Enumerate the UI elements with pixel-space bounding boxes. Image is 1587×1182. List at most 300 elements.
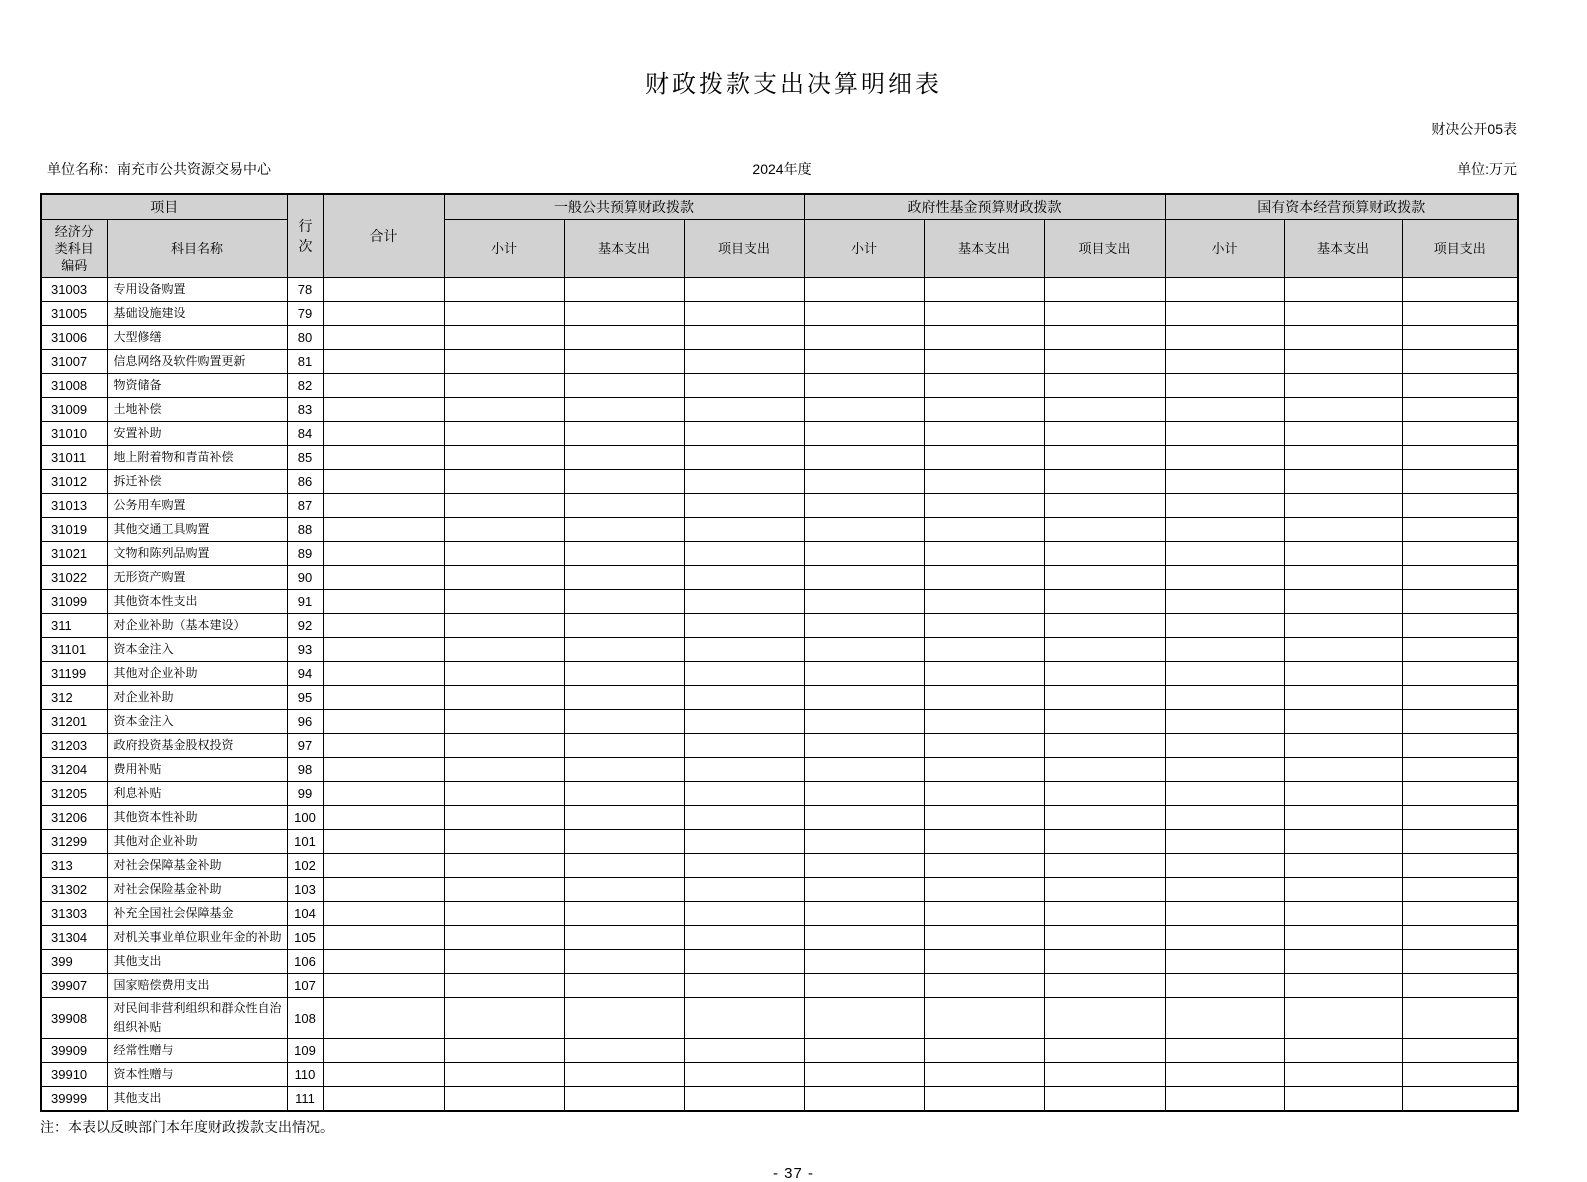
cell-value-empty xyxy=(323,542,444,566)
cell-value-empty xyxy=(564,710,684,734)
cell-value-empty xyxy=(1284,854,1402,878)
cell-line-no: 102 xyxy=(287,854,323,878)
cell-value-empty xyxy=(444,974,564,998)
cell-value-empty xyxy=(444,422,564,446)
cell-value-empty xyxy=(1284,1063,1402,1087)
cell-line-no: 87 xyxy=(287,494,323,518)
cell-economic-code: 31304 xyxy=(41,926,107,950)
cell-value-empty xyxy=(1044,902,1165,926)
cell-value-empty xyxy=(564,998,684,1039)
cell-value-empty xyxy=(684,926,804,950)
cell-subject-name: 其他支出 xyxy=(107,950,287,974)
cell-economic-code: 39908 xyxy=(41,998,107,1039)
cell-line-no: 79 xyxy=(287,302,323,326)
cell-value-empty xyxy=(564,1063,684,1087)
cell-value-empty xyxy=(564,638,684,662)
table-row xyxy=(41,710,1518,734)
cell-value-empty xyxy=(1284,278,1402,302)
cell-value-empty xyxy=(804,374,924,398)
cell-value-empty xyxy=(323,278,444,302)
cell-value-empty xyxy=(924,638,1044,662)
cell-value-empty xyxy=(804,758,924,782)
cell-value-empty xyxy=(1165,470,1284,494)
cell-line-no: 99 xyxy=(287,782,323,806)
cell-line-no: 86 xyxy=(287,470,323,494)
cell-value-empty xyxy=(323,302,444,326)
cell-value-empty xyxy=(1284,806,1402,830)
cell-value-empty xyxy=(924,374,1044,398)
cell-value-empty xyxy=(1165,878,1284,902)
page-title: 财政拨款支出决算明细表 xyxy=(645,72,942,98)
page-number: - 37 - xyxy=(772,1165,814,1182)
cell-value-empty xyxy=(804,302,924,326)
cell-value-empty xyxy=(804,326,924,350)
cell-value-empty xyxy=(1284,998,1402,1039)
cell-value-empty xyxy=(1044,614,1165,638)
cell-value-empty xyxy=(1044,806,1165,830)
cell-value-empty xyxy=(1402,878,1518,902)
cell-subject-name: 其他资本性支出 xyxy=(107,590,287,614)
cell-value-empty xyxy=(1165,734,1284,758)
cell-subject-name: 国家赔偿费用支出 xyxy=(107,974,287,998)
cell-value-empty xyxy=(1165,542,1284,566)
cell-value-empty xyxy=(1284,782,1402,806)
cell-value-empty xyxy=(1402,1039,1518,1063)
cell-value-empty xyxy=(1284,1039,1402,1063)
header-economic-code: 经济分类科目编码 xyxy=(41,220,107,278)
cell-value-empty xyxy=(1402,662,1518,686)
cell-value-empty xyxy=(924,326,1044,350)
cell-value-empty xyxy=(1044,398,1165,422)
cell-economic-code: 39910 xyxy=(41,1063,107,1087)
cell-value-empty xyxy=(1165,350,1284,374)
cell-value-empty xyxy=(444,398,564,422)
cell-value-empty xyxy=(1165,950,1284,974)
cell-value-empty xyxy=(924,302,1044,326)
cell-value-empty xyxy=(564,830,684,854)
cell-value-empty xyxy=(684,278,804,302)
cell-value-empty xyxy=(684,734,804,758)
cell-subject-name: 其他资本性补助 xyxy=(107,806,287,830)
cell-value-empty xyxy=(444,830,564,854)
table-row xyxy=(41,470,1518,494)
cell-value-empty xyxy=(804,422,924,446)
table-row xyxy=(41,494,1518,518)
cell-economic-code: 31299 xyxy=(41,830,107,854)
cell-value-empty xyxy=(564,974,684,998)
cell-value-empty xyxy=(323,518,444,542)
cell-line-no: 92 xyxy=(287,614,323,638)
cell-value-empty xyxy=(444,566,564,590)
cell-line-no: 97 xyxy=(287,734,323,758)
table-row xyxy=(41,734,1518,758)
cell-value-empty xyxy=(804,566,924,590)
cell-value-empty xyxy=(444,854,564,878)
cell-value-empty xyxy=(564,302,684,326)
cell-value-empty xyxy=(1044,302,1165,326)
cell-value-empty xyxy=(924,806,1044,830)
cell-value-empty xyxy=(1402,374,1518,398)
cell-value-empty xyxy=(684,398,804,422)
cell-line-no: 84 xyxy=(287,422,323,446)
cell-value-empty xyxy=(1165,614,1284,638)
cell-economic-code: 313 xyxy=(41,854,107,878)
cell-value-empty xyxy=(323,398,444,422)
fiscal-year-label: 2024年度 xyxy=(752,161,812,177)
cell-value-empty xyxy=(924,662,1044,686)
cell-line-no: 111 xyxy=(287,1087,323,1112)
cell-value-empty xyxy=(1044,566,1165,590)
cell-line-no: 109 xyxy=(287,1039,323,1063)
cell-line-no: 95 xyxy=(287,686,323,710)
cell-value-empty xyxy=(924,422,1044,446)
cell-value-empty xyxy=(684,758,804,782)
cell-value-empty xyxy=(1402,278,1518,302)
cell-value-empty xyxy=(323,566,444,590)
cell-value-empty xyxy=(1402,902,1518,926)
cell-value-empty xyxy=(924,494,1044,518)
cell-value-empty xyxy=(1402,398,1518,422)
cell-value-empty xyxy=(564,686,684,710)
cell-value-empty xyxy=(444,710,564,734)
cell-value-empty xyxy=(1402,326,1518,350)
cell-economic-code: 31008 xyxy=(41,374,107,398)
cell-value-empty xyxy=(1402,638,1518,662)
cell-line-no: 108 xyxy=(287,998,323,1039)
cell-value-empty xyxy=(1044,854,1165,878)
cell-value-empty xyxy=(1402,494,1518,518)
cell-value-empty xyxy=(1165,422,1284,446)
table-row xyxy=(41,902,1518,926)
cell-value-empty xyxy=(924,614,1044,638)
cell-value-empty xyxy=(1284,446,1402,470)
cell-value-empty xyxy=(323,854,444,878)
cell-subject-name: 资本金注入 xyxy=(107,710,287,734)
cell-value-empty xyxy=(1165,854,1284,878)
cell-value-empty xyxy=(1165,758,1284,782)
table-row xyxy=(41,542,1518,566)
cell-value-empty xyxy=(924,350,1044,374)
cell-value-empty xyxy=(1402,470,1518,494)
cell-value-empty xyxy=(1402,1063,1518,1087)
cell-value-empty xyxy=(444,542,564,566)
cell-value-empty xyxy=(1044,374,1165,398)
cell-value-empty xyxy=(1044,950,1165,974)
cell-economic-code: 31019 xyxy=(41,518,107,542)
cell-subject-name: 物资储备 xyxy=(107,374,287,398)
cell-value-empty xyxy=(684,686,804,710)
table-row xyxy=(41,950,1518,974)
cell-value-empty xyxy=(1165,446,1284,470)
cell-value-empty xyxy=(684,782,804,806)
cell-value-empty xyxy=(684,950,804,974)
cell-value-empty xyxy=(924,278,1044,302)
cell-value-empty xyxy=(1284,326,1402,350)
cell-value-empty xyxy=(924,542,1044,566)
cell-value-empty xyxy=(564,470,684,494)
cell-value-empty xyxy=(323,926,444,950)
cell-subject-name: 大型修缮 xyxy=(107,326,287,350)
cell-economic-code: 31204 xyxy=(41,758,107,782)
header-project-expenditure: 项目支出 xyxy=(684,220,804,278)
cell-value-empty xyxy=(1165,926,1284,950)
cell-value-empty xyxy=(1044,350,1165,374)
table-row xyxy=(41,398,1518,422)
cell-economic-code: 311 xyxy=(41,614,107,638)
cell-value-empty xyxy=(444,302,564,326)
cell-value-empty xyxy=(323,494,444,518)
cell-value-empty xyxy=(564,398,684,422)
cell-value-empty xyxy=(804,686,924,710)
cell-value-empty xyxy=(564,614,684,638)
cell-subject-name: 土地补偿 xyxy=(107,398,287,422)
cell-value-empty xyxy=(684,566,804,590)
cell-value-empty xyxy=(804,854,924,878)
cell-value-empty xyxy=(323,590,444,614)
cell-value-empty xyxy=(564,854,684,878)
cell-value-empty xyxy=(1402,566,1518,590)
cell-value-empty xyxy=(924,830,1044,854)
cell-value-empty xyxy=(924,518,1044,542)
cell-value-empty xyxy=(684,806,804,830)
cell-value-empty xyxy=(1165,974,1284,998)
cell-value-empty xyxy=(924,758,1044,782)
table-row xyxy=(41,422,1518,446)
header-subtotal: 小计 xyxy=(444,220,564,278)
cell-value-empty xyxy=(564,662,684,686)
cell-value-empty xyxy=(1402,806,1518,830)
table-row xyxy=(41,350,1518,374)
cell-line-no: 105 xyxy=(287,926,323,950)
cell-economic-code: 31012 xyxy=(41,470,107,494)
cell-value-empty xyxy=(1284,1087,1402,1112)
cell-economic-code: 31003 xyxy=(41,278,107,302)
cell-economic-code: 31005 xyxy=(41,302,107,326)
cell-value-empty xyxy=(1402,710,1518,734)
cell-economic-code: 39999 xyxy=(41,1087,107,1112)
cell-value-empty xyxy=(1284,758,1402,782)
table-row xyxy=(41,518,1518,542)
cell-value-empty xyxy=(924,686,1044,710)
cell-value-empty xyxy=(1165,1039,1284,1063)
cell-value-empty xyxy=(323,710,444,734)
cell-subject-name: 信息网络及软件购置更新 xyxy=(107,350,287,374)
cell-value-empty xyxy=(1284,494,1402,518)
cell-value-empty xyxy=(1284,710,1402,734)
cell-subject-name: 安置补助 xyxy=(107,422,287,446)
cell-economic-code: 31013 xyxy=(41,494,107,518)
cell-value-empty xyxy=(924,566,1044,590)
cell-value-empty xyxy=(323,950,444,974)
cell-value-empty xyxy=(804,470,924,494)
cell-value-empty xyxy=(564,902,684,926)
cell-value-empty xyxy=(1044,662,1165,686)
form-number-label: 财决公开05表 xyxy=(1431,121,1517,137)
cell-value-empty xyxy=(1044,542,1165,566)
table-row xyxy=(41,782,1518,806)
cell-value-empty xyxy=(323,326,444,350)
cell-value-empty xyxy=(323,806,444,830)
cell-value-empty xyxy=(804,830,924,854)
cell-value-empty xyxy=(323,902,444,926)
cell-value-empty xyxy=(804,638,924,662)
cell-line-no: 93 xyxy=(287,638,323,662)
cell-value-empty xyxy=(1165,1087,1284,1112)
cell-value-empty xyxy=(924,710,1044,734)
cell-value-empty xyxy=(1044,1063,1165,1087)
cell-value-empty xyxy=(1284,686,1402,710)
cell-subject-name: 其他交通工具购置 xyxy=(107,518,287,542)
cell-value-empty xyxy=(1284,374,1402,398)
cell-value-empty xyxy=(1284,950,1402,974)
cell-value-empty xyxy=(564,734,684,758)
cell-value-empty xyxy=(1402,686,1518,710)
cell-value-empty xyxy=(1044,758,1165,782)
table-row xyxy=(41,278,1518,302)
appropriation-expenditure-table xyxy=(40,193,1519,1112)
table-row xyxy=(41,758,1518,782)
cell-value-empty xyxy=(1044,326,1165,350)
cell-value-empty xyxy=(323,1039,444,1063)
cell-subject-name: 无形资产购置 xyxy=(107,566,287,590)
table-row xyxy=(41,326,1518,350)
cell-subject-name: 费用补贴 xyxy=(107,758,287,782)
cell-line-no: 101 xyxy=(287,830,323,854)
cell-value-empty xyxy=(1165,686,1284,710)
cell-value-empty xyxy=(444,734,564,758)
cell-value-empty xyxy=(924,446,1044,470)
cell-line-no: 78 xyxy=(287,278,323,302)
cell-value-empty xyxy=(804,590,924,614)
table-note: 注：本表以反映部门本年度财政拨款支出情况。 xyxy=(40,1119,334,1135)
cell-value-empty xyxy=(444,326,564,350)
header-group-state-capital-budget: 国有资本经营预算财政拨款 xyxy=(1165,194,1518,220)
cell-value-empty xyxy=(323,1087,444,1112)
cell-value-empty xyxy=(1044,422,1165,446)
cell-value-empty xyxy=(1044,974,1165,998)
cell-value-empty xyxy=(684,302,804,326)
cell-value-empty xyxy=(684,902,804,926)
cell-value-empty xyxy=(1044,518,1165,542)
cell-value-empty xyxy=(1284,902,1402,926)
cell-value-empty xyxy=(804,662,924,686)
cell-value-empty xyxy=(1402,926,1518,950)
cell-line-no: 85 xyxy=(287,446,323,470)
cell-value-empty xyxy=(323,974,444,998)
cell-value-empty xyxy=(804,710,924,734)
header-total: 合计 xyxy=(323,194,444,278)
cell-value-empty xyxy=(444,758,564,782)
cell-value-empty xyxy=(804,782,924,806)
cell-value-empty xyxy=(1402,998,1518,1039)
cell-value-empty xyxy=(444,446,564,470)
cell-value-empty xyxy=(323,1063,444,1087)
header-basic-expenditure: 基本支出 xyxy=(1284,220,1402,278)
cell-value-empty xyxy=(444,782,564,806)
cell-value-empty xyxy=(323,638,444,662)
cell-line-no: 98 xyxy=(287,758,323,782)
cell-value-empty xyxy=(1044,830,1165,854)
cell-line-no: 82 xyxy=(287,374,323,398)
header-basic-expenditure: 基本支出 xyxy=(924,220,1044,278)
header-project-group: 项目 xyxy=(41,194,287,220)
cell-subject-name: 拆迁补偿 xyxy=(107,470,287,494)
cell-subject-name: 对企业补助 xyxy=(107,686,287,710)
cell-value-empty xyxy=(1284,638,1402,662)
header-subject-name: 科目名称 xyxy=(107,220,287,278)
cell-economic-code: 31302 xyxy=(41,878,107,902)
cell-value-empty xyxy=(1402,542,1518,566)
cell-value-empty xyxy=(323,878,444,902)
table-row xyxy=(41,638,1518,662)
cell-value-empty xyxy=(804,398,924,422)
cell-value-empty xyxy=(1165,278,1284,302)
cell-value-empty xyxy=(804,926,924,950)
cell-value-empty xyxy=(444,1063,564,1087)
info-row xyxy=(47,159,1517,179)
cell-value-empty xyxy=(323,830,444,854)
cell-value-empty xyxy=(1402,830,1518,854)
cell-economic-code: 31011 xyxy=(41,446,107,470)
cell-subject-name: 专用设备购置 xyxy=(107,278,287,302)
cell-value-empty xyxy=(924,1063,1044,1087)
cell-value-empty xyxy=(804,494,924,518)
cell-value-empty xyxy=(444,374,564,398)
cell-line-no: 103 xyxy=(287,878,323,902)
cell-subject-name: 地上附着物和青苗补偿 xyxy=(107,446,287,470)
cell-value-empty xyxy=(1044,710,1165,734)
cell-economic-code: 31205 xyxy=(41,782,107,806)
cell-economic-code: 399 xyxy=(41,950,107,974)
table-row xyxy=(41,998,1518,1039)
cell-value-empty xyxy=(804,1039,924,1063)
cell-value-empty xyxy=(1284,302,1402,326)
cell-value-empty xyxy=(1044,1039,1165,1063)
table-header xyxy=(41,194,1518,278)
cell-value-empty xyxy=(1044,1087,1165,1112)
cell-value-empty xyxy=(323,446,444,470)
cell-economic-code: 31199 xyxy=(41,662,107,686)
cell-value-empty xyxy=(1044,446,1165,470)
cell-economic-code: 31006 xyxy=(41,326,107,350)
cell-value-empty xyxy=(444,518,564,542)
table-row xyxy=(41,614,1518,638)
cell-value-empty xyxy=(323,350,444,374)
header-subtotal: 小计 xyxy=(804,220,924,278)
cell-economic-code: 31009 xyxy=(41,398,107,422)
cell-value-empty xyxy=(1284,518,1402,542)
cell-value-empty xyxy=(804,1087,924,1112)
cell-value-empty xyxy=(924,998,1044,1039)
cell-line-no: 107 xyxy=(287,974,323,998)
cell-value-empty xyxy=(684,542,804,566)
cell-value-empty xyxy=(804,902,924,926)
cell-value-empty xyxy=(1402,350,1518,374)
cell-value-empty xyxy=(564,926,684,950)
cell-value-empty xyxy=(564,542,684,566)
cell-value-empty xyxy=(924,470,1044,494)
cell-value-empty xyxy=(1284,470,1402,494)
cell-value-empty xyxy=(444,806,564,830)
cell-value-empty xyxy=(924,974,1044,998)
cell-subject-name: 基础设施建设 xyxy=(107,302,287,326)
cell-economic-code: 39907 xyxy=(41,974,107,998)
cell-value-empty xyxy=(1284,566,1402,590)
cell-value-empty xyxy=(1165,374,1284,398)
cell-value-empty xyxy=(1044,686,1165,710)
cell-value-empty xyxy=(1402,950,1518,974)
cell-value-empty xyxy=(564,326,684,350)
